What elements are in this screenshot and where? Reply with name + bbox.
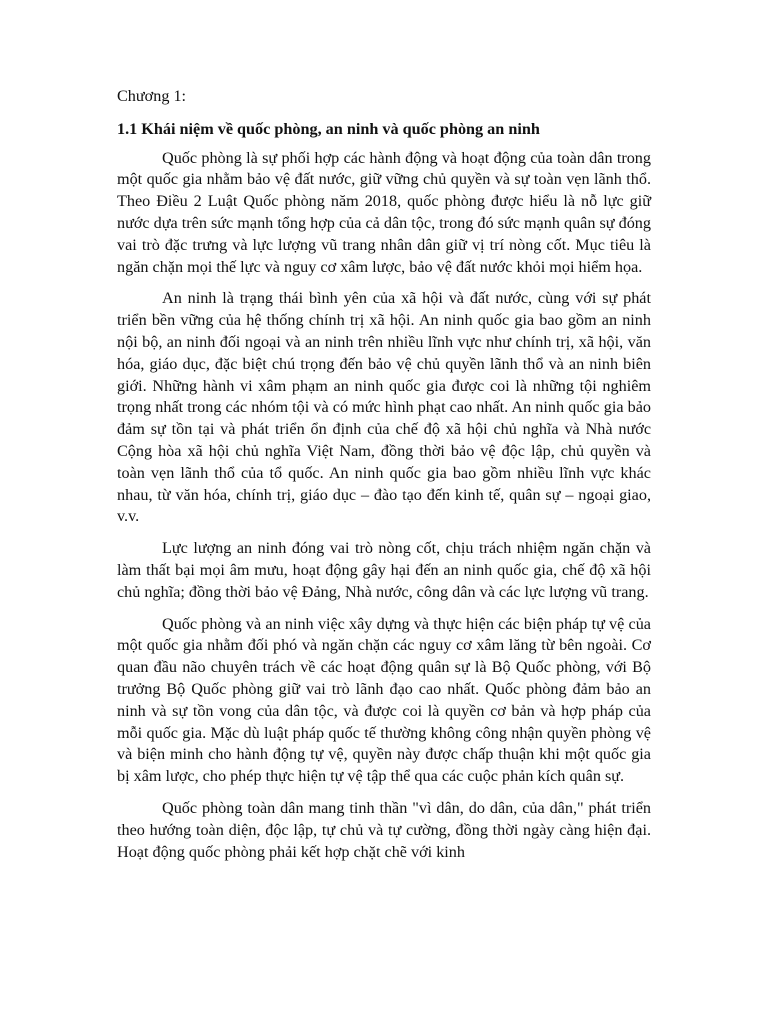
paragraph-security-forces: Lực lượng an ninh đóng vai trò nòng cốt, chịu trách nhiệm ngăn chặn và làm thất bại mọi âm mưu, hoạt động gây hại đến an ninh quốc gia, chế độ xã hội chủ nghĩa; đồng thời bảo vệ Đảng, Nhà nước, công dân và các lực lượng vũ trang. [117,539,651,601]
section-heading: 1.1 Khái niệm về quốc phòng, an ninh và quốc phòng an ninh [117,119,540,138]
page-content [117,86,651,863]
chapter-label: Chương 1: [117,87,187,105]
paragraph-all-people-defense: Quốc phòng toàn dân mang tinh thần "vì dân, do dân, của dân," phát triển theo hướng toàn diện, độc lập, tự chủ và tự cường, đồng thời ngày càng hiện đại. Hoạt động quốc phòng phải kết hợp chặt chẽ với kinh [117,798,651,861]
paragraph-defense-and-security: Quốc phòng và an ninh việc xây dựng và thực hiện các biện pháp tự vệ của một quốc gia nhằm đối phó và ngăn chặn các nguy cơ xâm lăng từ bên ngoài. Cơ quan đầu não chuyên trách về các hoạt động quân sự là Bộ Quốc phòng, với Bộ trưởng Bộ Quốc phòng giữ vai trò lãnh đạo cao nhất. Quốc phòng đảm bảo an ninh và sự tồn vong của dân tộc, và được coi là quyền cơ bản và hợp pháp của mỗi quốc gia. Mặc dù luật pháp quốc tế thường không công nhận quyền phòng vệ và biện minh cho hành động tự vệ, quyền này được chấp thuận khi một quốc gia bị xâm lược, cho phép thực hiện tự vệ tập thể qua các cuộc phản kích quân sự. [117,614,651,786]
paragraph-security: An ninh là trạng thái bình yên của xã hội và đất nước, cùng với sự phát triển bền vững của hệ thống chính trị xã hội. An ninh quốc gia bao gồm an ninh nội bộ, an ninh đối ngoại và an ninh trên nhiều lĩnh vực như chính trị, xã hội, văn hóa, giáo dục, đặc biệt chú trọng đến bảo vệ chủ quyền lãnh thổ và an ninh biên giới. Những hành vi xâm phạm an ninh quốc gia được coi là những tội nghiêm trọng nhất trong các nhóm tội và có mức hình phạt cao nhất. An ninh quốc gia bảo đảm sự tồn tại và phát triển ổn định của chế độ xã hội chủ nghĩa và Nhà nước Cộng hòa xã hội chủ nghĩa Việt Nam, đồng thời bảo vệ độc lập, chủ quyền và toàn vẹn lãnh thổ của tổ quốc. An ninh quốc gia bao gồm nhiều lĩnh vực khác nhau, từ văn hóa, chính trị, giáo dục – đào tạo đến kinh tế, quân sự – ngoại giao, v.v. [117,289,651,526]
paragraph-national-defense: Quốc phòng là sự phối hợp các hành động và hoạt động của toàn dân trong một quốc gia nhằm bảo vệ đất nước, giữ vững chủ quyền và sự toàn vẹn lãnh thổ. Theo Điều 2 Luật Quốc phòng năm 2018, quốc phòng được hiểu là nỗ lực giữ nước dựa trên sức mạnh tổng hợp của cả dân tộc, trong đó sức mạnh quân sự đóng vai trò đặc trưng và lực lượng vũ trang nhân dân giữ vị trí nòng cốt. Mục tiêu là ngăn chặn mọi thế lực và nguy cơ xâm lược, bảo vệ đất nước khỏi mọi hiểm họa. [117,148,651,276]
